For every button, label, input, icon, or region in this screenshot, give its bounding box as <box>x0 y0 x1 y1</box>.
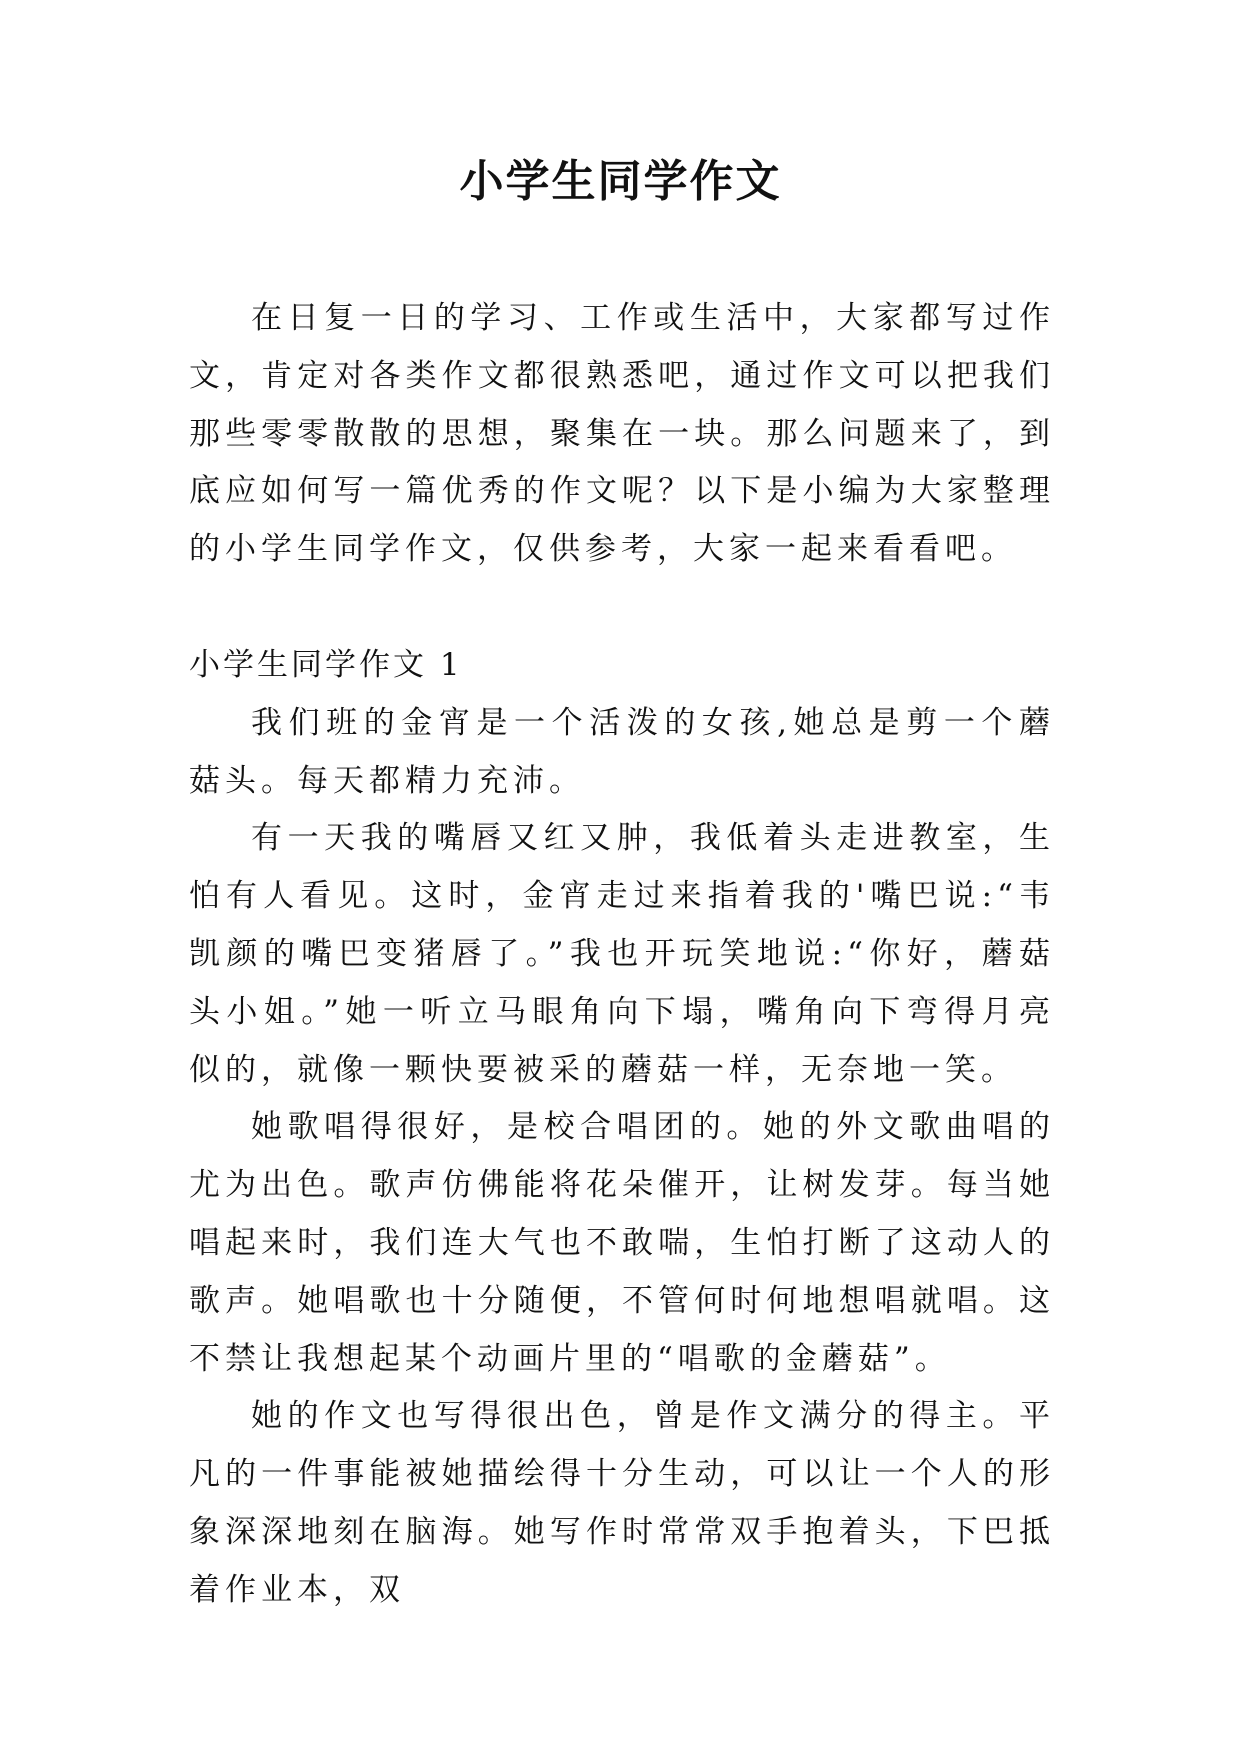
section-heading: 小学生同学作文 1 <box>189 646 463 683</box>
intro-paragraph: 在日复一日的学习、工作或生活中，大家都写过作文，肯定对各类作文都很熟悉吧，通过作文可以把我们那些零零散散的思想，聚集在一块。那么问题来了，到底应如何写一篇优秀的作文呢？以下是小编为大家整理的小学生同学作文，仅供参考，大家一起来看看吧。 <box>189 300 1055 568</box>
document-body <box>189 290 1055 1620</box>
body-paragraph-4: 她的作文也写得很出色，曾是作文满分的得主。平凡的一件事能被她描绘得十分生动，可以让一个人的形象深深地刻在脑海。她写作时常常双手抱着头，下巴抵着作业本，双 <box>189 1398 1055 1608</box>
document-title: 小学生同学作文 <box>459 156 782 207</box>
body-paragraph-3: 她歌唱得很好，是校合唱团的。她的外文歌曲唱的尤为出色。歌声仿佛能将花朵催开，让树发芽。每当她唱起来时，我们连大气也不敢喘，生怕打断了这动人的歌声。她唱歌也十分随便，不管何时何地想唱就唱。这不禁让我想起某个动画片里的“唱歌的金蘑菇”。 <box>189 1109 1055 1377</box>
body-paragraph-2: 有一天我的嘴唇又红又肿，我低着头走进教室，生怕有人看见。这时，金宵走过来指着我的'嘴巴说:“韦凯颜的嘴巴变猪唇了。”我也开玩笑地说:“你好，蘑菇头小姐。”她一听立马眼角向下塌，嘴角向下弯得月亮似的，就像一颗快要被采的蘑菇一样，无奈地一笑。 <box>189 820 1055 1088</box>
body-paragraph-1: 我们班的金宵是一个活泼的女孩,她总是剪一个蘑菇头。每天都精力充沛。 <box>189 704 1055 799</box>
